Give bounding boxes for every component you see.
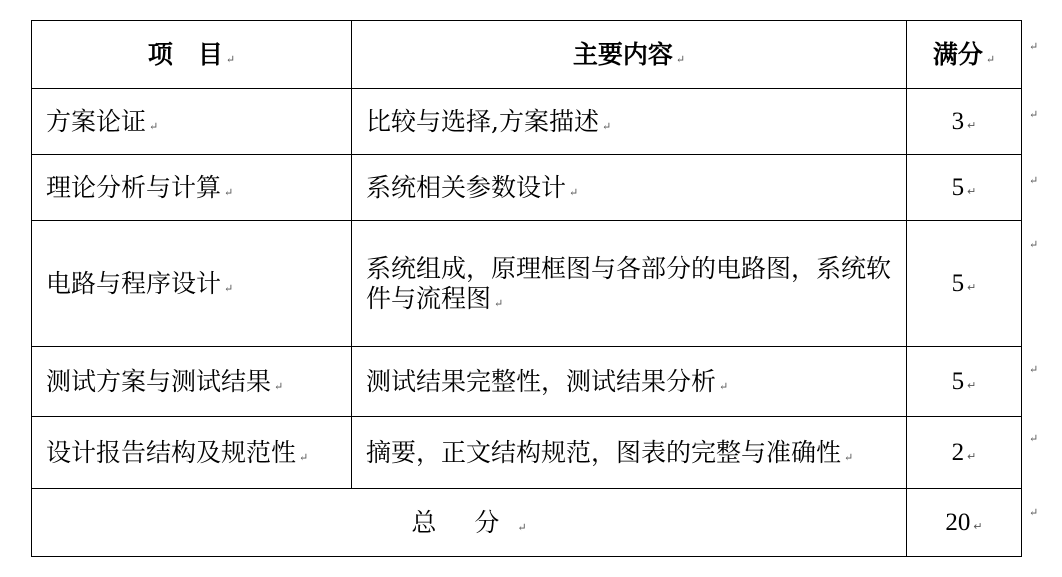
table-row	[32, 347, 1022, 417]
row-end-mark: ↵	[1029, 174, 1039, 187]
cell-end-mark: ↵	[517, 520, 527, 534]
row-end-mark: ↵	[1029, 40, 1039, 53]
cell-end-mark: ↵	[601, 119, 612, 133]
content-cell: 系统组成，原理框图与各部分的电路图，系统软件与流程图 ↵	[352, 221, 907, 347]
total-score-cell: 20 ↵	[907, 489, 1022, 557]
score-table	[31, 20, 1022, 557]
item-cell: 方案论证 ↵	[32, 89, 352, 155]
cell-end-mark: ↵	[675, 52, 686, 66]
cell-end-mark: ↵	[719, 379, 729, 393]
cell-end-mark: ↵	[149, 119, 159, 133]
table-row	[32, 155, 1022, 221]
header-item: 项 目 ↵	[32, 21, 352, 89]
content-cell: 系统相关参数设计 ↵	[352, 155, 907, 221]
row-end-mark: ↵	[1029, 363, 1039, 376]
item-cell: 测试方案与测试结果 ↵	[32, 347, 352, 417]
score-cell: 2 ↵	[907, 417, 1022, 489]
header-score: 满分 ↵	[907, 21, 1022, 89]
row-end-mark: ↵	[1029, 108, 1039, 121]
cell-end-mark: ↵	[224, 185, 234, 199]
item-cell: 电路与程序设计 ↵	[32, 221, 352, 347]
item-cell: 设计报告结构及规范性 ↵	[32, 417, 352, 489]
cell-end-mark: ↵	[967, 450, 977, 463]
total-row	[32, 489, 1022, 557]
cell-end-mark: ↵	[985, 52, 996, 66]
row-end-mark: ↵	[1029, 432, 1039, 445]
total-label-cell: 总 分 ↵	[32, 489, 907, 557]
cell-end-mark: ↵	[224, 281, 234, 295]
header-row	[32, 21, 1022, 89]
cell-end-mark: ↵	[967, 119, 977, 132]
cell-end-mark: ↵	[973, 520, 983, 533]
item-cell: 理论分析与计算 ↵	[32, 155, 352, 221]
cell-end-mark: ↵	[967, 281, 977, 294]
table-row	[32, 221, 1022, 347]
cell-end-mark: ↵	[274, 379, 284, 393]
score-cell: 5 ↵	[907, 221, 1022, 347]
header-content: 主要内容 ↵	[352, 21, 907, 89]
table-row	[32, 417, 1022, 489]
cell-end-mark: ↵	[569, 185, 579, 199]
table-row	[32, 89, 1022, 155]
row-end-mark: ↵	[1029, 506, 1039, 519]
cell-end-mark: ↵	[225, 52, 236, 66]
score-cell: 5 ↵	[907, 155, 1022, 221]
cell-end-mark: ↵	[967, 379, 977, 392]
content-cell: 测试结果完整性，测试结果分析 ↵	[352, 347, 907, 417]
content-cell: 摘要，正文结构规范，图表的完整与准确性 ↵	[352, 417, 907, 489]
cell-end-mark: ↵	[844, 450, 854, 464]
row-end-mark: ↵	[1029, 238, 1039, 251]
cell-end-mark: ↵	[967, 185, 977, 198]
score-cell: 5 ↵	[907, 347, 1022, 417]
cell-end-mark: ↵	[299, 450, 309, 464]
score-cell: 3 ↵	[907, 89, 1022, 155]
cell-end-mark: ↵	[494, 296, 504, 310]
content-cell: 比较与选择,方案描述 ↵	[352, 89, 907, 155]
